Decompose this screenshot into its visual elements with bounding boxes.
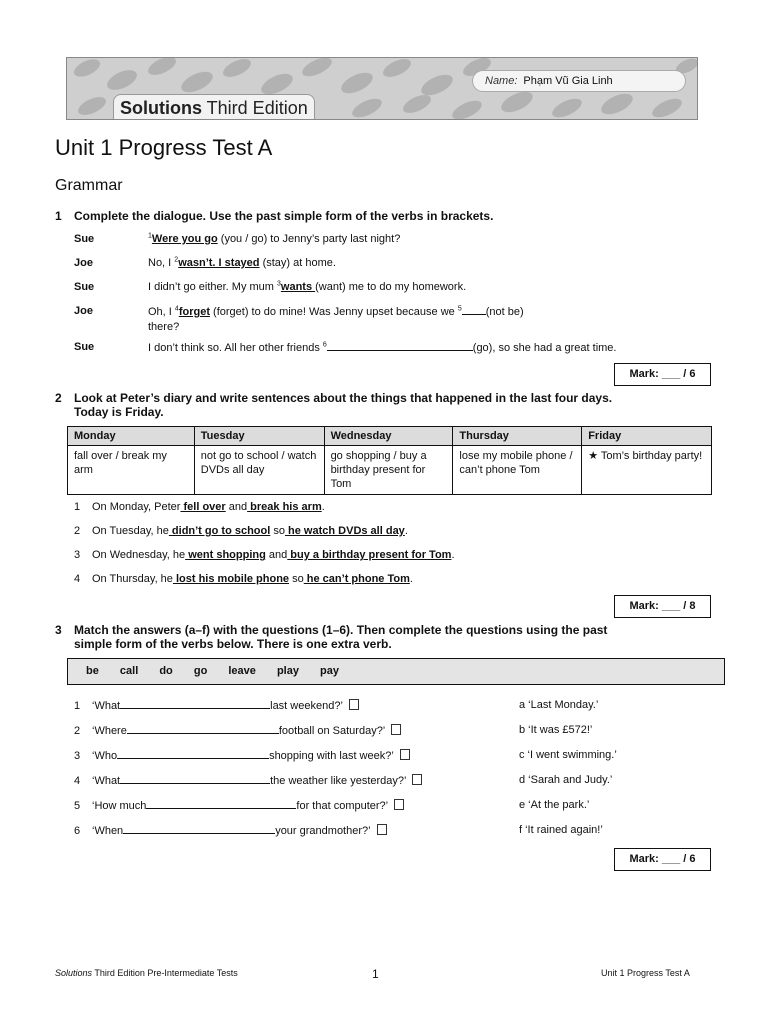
- answer-2[interactable]: wasn’t. I stayed: [178, 257, 260, 269]
- line-text: Oh, I: [148, 306, 175, 318]
- table-header: Thursday: [453, 427, 582, 446]
- q3-question-3: [74, 748, 410, 763]
- item-number: 1: [74, 700, 81, 712]
- item-answer[interactable]: buy a birthday present for Tom: [287, 549, 452, 561]
- item-text: and: [225, 501, 248, 513]
- q3-question-1: [74, 698, 359, 713]
- question-text: for that computer?’: [296, 800, 389, 812]
- q3-answer-b: b ‘It was £572!’: [519, 724, 593, 736]
- q3-answer-c: c ‘I went swimming.’: [519, 749, 617, 761]
- item-answer[interactable]: break his arm: [247, 501, 322, 513]
- line-text: (want) me to do my homework.: [315, 281, 467, 293]
- verb-word: be: [86, 665, 99, 677]
- item-number: 3: [74, 549, 81, 561]
- gap-number: 6: [322, 341, 327, 349]
- q1-instruction: Complete the dialogue. Use the past simple form of the verbs in brackets.: [74, 209, 494, 223]
- verb-word: pay: [320, 665, 339, 677]
- item-number: 4: [74, 775, 81, 787]
- q2-mark-box[interactable]: Mark: ___ / 8: [614, 595, 711, 618]
- item-text: On Thursday, he: [92, 573, 173, 585]
- footer-left: [55, 968, 238, 978]
- gap-number: 3: [277, 280, 281, 288]
- item-number: 2: [74, 525, 81, 537]
- answer-6-blank[interactable]: [327, 340, 473, 351]
- table-cell: ★ Tom’s birthday party!: [582, 446, 712, 495]
- table-header: Tuesday: [194, 427, 324, 446]
- item-text: .: [451, 549, 455, 561]
- answer-blank[interactable]: [117, 748, 269, 759]
- brand-rest: Third Edition: [202, 98, 308, 118]
- item-number: 1: [74, 501, 81, 513]
- question-text: the weather like yesterday?’: [270, 775, 407, 787]
- item-answer[interactable]: he can’t phone Tom: [303, 573, 410, 585]
- item-text: so: [289, 573, 304, 585]
- q1-speaker-5: Sue: [74, 341, 95, 353]
- q1-mark-box[interactable]: Mark: ___ / 6: [614, 363, 711, 386]
- item-number: 2: [74, 725, 81, 737]
- q3-mark-box[interactable]: Mark: ___ / 6: [614, 848, 711, 871]
- table-cell: lose my mobile phone / can’t phone Tom: [453, 446, 582, 495]
- gap-number: 2: [174, 256, 179, 264]
- match-checkbox[interactable]: [349, 699, 359, 710]
- item-number: 4: [74, 573, 81, 585]
- q3-question-5: [74, 798, 404, 813]
- item-text: On Tuesday, he: [92, 525, 169, 537]
- verb-word-box: [67, 658, 725, 685]
- verb-word: go: [193, 665, 208, 677]
- match-checkbox[interactable]: [400, 749, 410, 760]
- question-text: ‘What: [92, 700, 121, 712]
- q2-instruction: Look at Peter’s diary and write sentences about the things that happened in the last four days. Today is Friday.: [74, 391, 613, 419]
- q1-number: 1: [55, 209, 62, 223]
- q1-speaker-3: Sue: [74, 281, 95, 293]
- match-checkbox[interactable]: [377, 824, 387, 835]
- table-cell: go shopping / buy a birthday present for Tom: [324, 446, 453, 495]
- match-checkbox[interactable]: [412, 774, 422, 785]
- question-text: last weekend?’: [270, 700, 343, 712]
- answer-blank[interactable]: [146, 798, 296, 809]
- line-text: I don’t think so. All her other friends: [148, 342, 323, 354]
- answer-blank[interactable]: [127, 723, 279, 734]
- question-text: ‘Who: [92, 750, 118, 762]
- name-field[interactable]: [472, 70, 686, 92]
- line-text: (stay) at home.: [259, 257, 336, 269]
- table-header: Wednesday: [324, 427, 453, 446]
- name-value: Phạm Vũ Gia Linh: [523, 75, 613, 87]
- item-answer[interactable]: went shopping: [185, 549, 266, 561]
- question-text: ‘How much: [92, 800, 147, 812]
- q1-line-4: [148, 304, 568, 335]
- question-text: your grandmother?’: [275, 825, 371, 837]
- gap-number: 4: [174, 305, 179, 313]
- q1-speaker-2: Joe: [74, 257, 93, 269]
- q3-question-4: [74, 773, 422, 788]
- footer-right: Unit 1 Progress Test A: [601, 968, 690, 978]
- q3-question-2: [74, 723, 401, 738]
- q2-item-4: [74, 572, 413, 586]
- item-number: 6: [74, 825, 81, 837]
- answer-1[interactable]: Were you go: [151, 233, 218, 245]
- q3-answer-f: f ‘It rained again!’: [519, 824, 603, 836]
- q1-line-1: [148, 232, 568, 247]
- q3-instruction: Match the answers (a–f) with the questions (1–6). Then complete the questions using the past simple form of the verbs below. There is one extra verb.: [74, 623, 608, 651]
- q3-answer-a: a ‘Last Monday.’: [519, 699, 599, 711]
- answer-4[interactable]: forget: [178, 306, 210, 318]
- name-label: Name:: [485, 75, 518, 87]
- item-text: On Monday, Peter: [92, 501, 181, 513]
- item-answer[interactable]: lost his mobile phone: [172, 573, 290, 585]
- q2-item-3: [74, 548, 455, 562]
- table-header: Monday: [68, 427, 195, 446]
- q3-question-6: [74, 823, 387, 838]
- answer-blank[interactable]: [123, 823, 275, 834]
- q1-line-5: [148, 340, 648, 356]
- diary-table: [67, 426, 712, 495]
- table-cell: fall over / break my arm: [68, 446, 195, 495]
- item-number: 5: [74, 800, 81, 812]
- brand-bold: Solutions: [120, 98, 202, 118]
- footer-text: Third Edition Pre-Intermediate Tests: [92, 968, 238, 978]
- answer-5-blank[interactable]: [462, 304, 486, 315]
- q1-speaker-4: Joe: [74, 305, 93, 317]
- line-text: (go), so she had a great time.: [472, 342, 617, 354]
- item-number: 3: [74, 750, 81, 762]
- question-text: ‘Where: [92, 725, 127, 737]
- verb-word: call: [119, 665, 139, 677]
- item-text: so: [270, 525, 285, 537]
- table-header: Friday: [582, 427, 712, 446]
- answer-3[interactable]: wants: [280, 281, 316, 293]
- q2-number: 2: [55, 391, 62, 405]
- table-row: [68, 446, 712, 495]
- q1-speaker-1: Sue: [74, 233, 95, 245]
- item-text: On Wednesday, he: [92, 549, 186, 561]
- verb-word: do: [159, 665, 173, 677]
- answer-blank[interactable]: [120, 773, 270, 784]
- header-banner: [66, 57, 698, 120]
- q3-number: 3: [55, 623, 62, 637]
- line-text: there?: [148, 321, 180, 333]
- q3-answer-e: e ‘At the park.’: [519, 799, 590, 811]
- question-text: football on Saturday?’: [278, 725, 386, 737]
- table-cell: not go to school / watch DVDs all day: [194, 446, 324, 495]
- line-text: (not be): [485, 306, 524, 318]
- q2-heading: [55, 391, 613, 419]
- item-text: and: [265, 549, 288, 561]
- item-text: .: [321, 501, 325, 513]
- footer-brand: Solutions: [55, 968, 93, 978]
- table-header-row: [68, 427, 712, 446]
- item-text: .: [409, 573, 413, 585]
- verb-word: play: [276, 665, 299, 677]
- item-answer[interactable]: he watch DVDs all day: [284, 525, 405, 537]
- line-text: (you / go) to Jenny’s party last night?: [217, 233, 401, 245]
- line-text: I didn’t go either. My mum: [148, 281, 277, 293]
- item-answer[interactable]: didn’t go to school: [168, 525, 271, 537]
- question-text: ‘When: [92, 825, 124, 837]
- gap-number: 5: [457, 305, 462, 313]
- line-text: No, I: [148, 257, 175, 269]
- question-text: shopping with last week?’: [269, 750, 394, 762]
- page-title: Unit 1 Progress Test A: [55, 135, 273, 160]
- match-checkbox[interactable]: [394, 799, 404, 810]
- gap-number: 1: [148, 232, 152, 240]
- q3-answer-d: d ‘Sarah and Judy.’: [519, 774, 613, 786]
- q2-item-1: [74, 500, 325, 514]
- q2-item-2: [74, 524, 408, 538]
- question-text: ‘What: [92, 775, 121, 787]
- answer-blank[interactable]: [120, 698, 270, 709]
- match-checkbox[interactable]: [391, 724, 401, 735]
- brand-logo: [113, 94, 315, 120]
- item-text: .: [404, 525, 408, 537]
- q1-heading: [55, 209, 494, 223]
- verb-word: leave: [228, 665, 256, 677]
- q1-line-3: [148, 280, 568, 295]
- item-answer[interactable]: fell over: [180, 501, 226, 513]
- page-number: 1: [372, 967, 379, 981]
- line-text: (forget) to do mine! Was Jenny upset because we: [209, 306, 458, 318]
- q1-line-2: [148, 256, 568, 271]
- q3-heading: [55, 623, 608, 651]
- section-title: Grammar: [55, 177, 123, 194]
